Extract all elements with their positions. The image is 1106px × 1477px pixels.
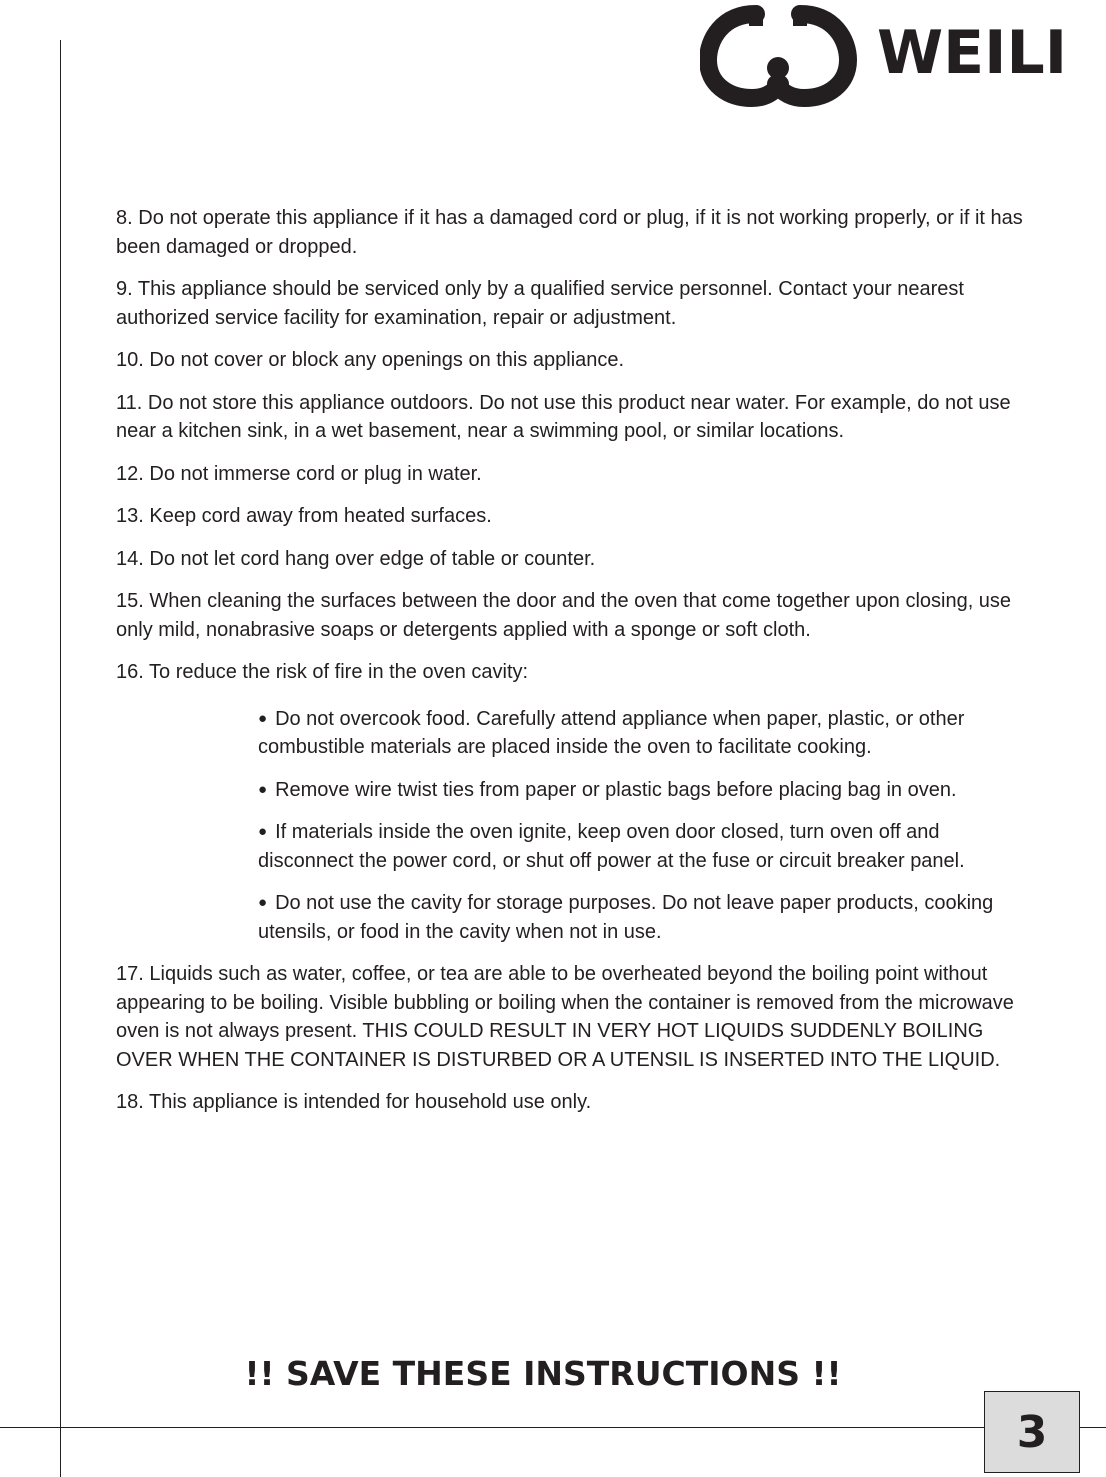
logo-mark-icon bbox=[700, 0, 870, 110]
bullet-icon: ● bbox=[258, 823, 268, 840]
list-item: 15. When cleaning the surfaces between the door and the oven that come together upon closing, use only mild, nonabrasive soaps or detergents applied with a sponge or soft cloth. bbox=[116, 590, 1012, 641]
list-item: 11. Do not store this appliance outdoors. Do not use this product near water. For example, do not use near a kitchen sink, in a wet basement, near a swimming pool, or similar locations. bbox=[116, 391, 1011, 442]
bullet-item: ● Remove wire twist ties from paper or plastic bags before placing bag in oven. bbox=[258, 778, 957, 801]
list-item: 13. Keep cord away from heated surfaces. bbox=[116, 505, 492, 527]
list-item: 14. Do not let cord hang over edge of table or counter. bbox=[116, 547, 596, 570]
list-item: 12. Do not immerse cord or plug in water. bbox=[116, 462, 482, 485]
list-item: 10. Do not cover or block any openings on this appliance. bbox=[116, 349, 625, 371]
list-item: 18. This appliance is intended for household use only. bbox=[116, 1091, 592, 1113]
bullet-icon: ● bbox=[258, 894, 268, 911]
safety-instructions bbox=[116, 204, 1036, 1131]
list-item: 16. To reduce the risk of fire in the oven cavity: bbox=[116, 661, 529, 683]
bullet-icon: ● bbox=[258, 709, 268, 727]
footer-rule bbox=[0, 1427, 1106, 1428]
bullet-item: ● Do not use the cavity for storage purposes. Do not leave paper products, cooking utensils, or food in the cavity when not in use. bbox=[258, 892, 994, 943]
bullet-icon: ● bbox=[258, 780, 268, 798]
list-item: 17. Liquids such as water, coffee, or tea are able to be overheated beyond the boiling point without appearing to be boiling. Visible bubbling or boiling when the container is removed from the microwave oven is not always present. THIS COULD RESULT IN VERY HOT LIQUIDS SUDDENLY BOILING OVER WHEN THE CONTAINER IS DISTURBED OR A UTENSIL IS INSERTED INTO THE LIQUID. bbox=[116, 963, 1014, 1071]
brand-wordmark: WEILI bbox=[877, 18, 1068, 88]
brand-logo bbox=[700, 0, 1106, 110]
bullet-item: ● If materials inside the oven ignite, keep oven door closed, turn oven off and disconnect the power cord, or shut off power at the fuse or circuit breaker panel. bbox=[258, 821, 965, 872]
fire-risk-bullets bbox=[258, 705, 1018, 947]
page-number: 3 bbox=[984, 1391, 1080, 1473]
bullet-item: ● Do not overcook food. Carefully attend appliance when paper, plastic, or other combustible materials are placed inside the oven to facilitate cooking. bbox=[258, 707, 965, 758]
list-item: 8. Do not operate this appliance if it has a damaged cord or plug, if it is not working properly, or if it has been damaged or dropped. bbox=[116, 207, 1023, 258]
list-item: 9. This appliance should be serviced only by a qualified service personnel. Contact your nearest authorized service facility for examination, repair or adjustment. bbox=[116, 278, 964, 329]
margin-rule-vertical bbox=[60, 40, 61, 1477]
save-instructions-notice: !! SAVE THESE INSTRUCTIONS !! bbox=[244, 1354, 842, 1393]
